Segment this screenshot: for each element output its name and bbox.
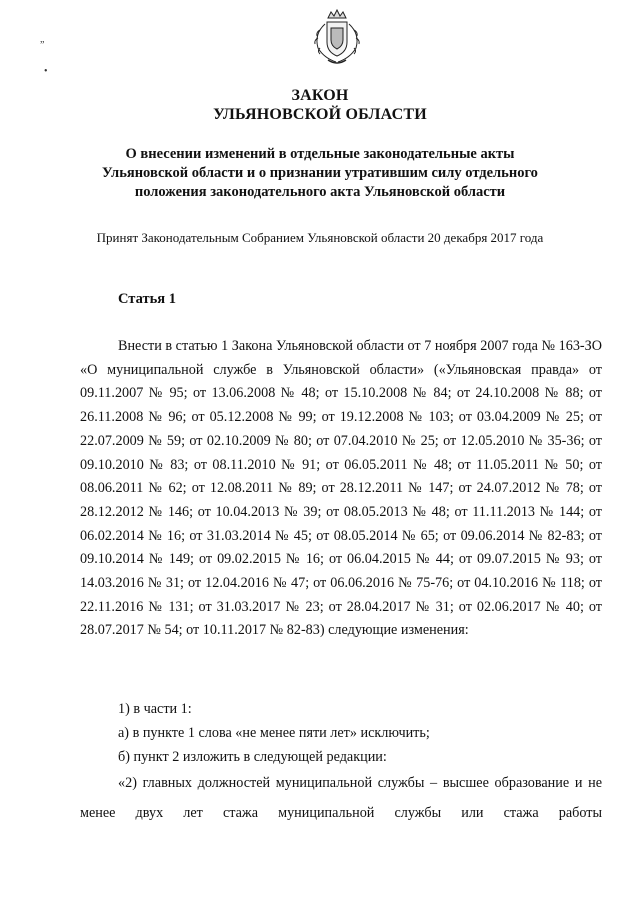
law-title-line-2: Ульяновской области и о признании утратившим силу отдельного bbox=[102, 165, 538, 181]
scan-artifact-mark: „ bbox=[40, 34, 45, 45]
law-title-line-1: О внесении изменений в отдельные законодательные акты bbox=[125, 146, 515, 162]
article-body-paragraph: Внести в статью 1 Закона Ульяновской области от 7 ноября 2007 года № 163-ЗО «О муниципальной службе в Ульяновской области» («Ульяновская правда» от 09.11.2007 № 95; от 13.06.2008 № 48; от 15.10.2008 № 84; от 24.10.2008 № 88; от 26.11.2008 № 96; от 05.12.2008 № 99; от 19.12.2008 № 103; от 03.04.2009 № 25; от 22.07.2009 № 59; от 02.10.2009 № 80; от 07.04.2010 № 25; от 12.05.2010 № 35-36; от 09.10.2010 № 83; от 08.11.2010 № 91; от 06.05.2011 № 48; от 11.05.2011 № 50; от 08.06.2011 № 62; от 12.08.2011 № 89; от 28.12.2011 № 147; от 24.07.2012 № 78; от 28.12.2012 № 146; от 10.04.2013 № 39; от 08.05.2013 № 48; от 11.11.2013 № 144; от 06.02.2014 № 16; от 31.03.2014 № 45; от 08.05.2014 № 65; от 09.06.2014 № 82-83; от 09.10.2014 № 149; от 09.02.2015 № 16; от 06.04.2015 № 44; от 09.07.2015 № 93; от 14.03.2016 № 31; от 12.04.2016 № 47; от 06.06.2016 № 75-76; от 04.10.2016 № 118; от 22.11.2016 № 131; от 31.03.2017 № 23; от 28.04.2017 № 31; от 02.06.2017 № 40; от 28.07.2017 № 54; от 10.11.2017 № 82-83) следующие изменения: bbox=[80, 338, 602, 639]
quoted-amendment-text: «2) главных должностей муниципальной службы – высшее образование и не менее двух лет стажа муниципальной службы или стажа работы bbox=[80, 775, 602, 821]
list-item: а) в пункте 1 слова «не менее пяти лет» исключить; bbox=[118, 725, 430, 741]
list-item: 1) в части 1: bbox=[118, 701, 192, 717]
scan-artifact-dot: • bbox=[44, 66, 48, 77]
coat-of-arms-icon bbox=[306, 8, 368, 70]
article-title: Статья 1 bbox=[118, 291, 176, 307]
list-item: б) пункт 2 изложить в следующей редакции: bbox=[118, 749, 387, 765]
law-region-heading: УЛЬЯНОВСКОЙ ОБЛАСТИ bbox=[213, 106, 427, 123]
law-title-line-3: положения законодательного акта Ульяновской области bbox=[134, 184, 506, 200]
law-heading: ЗАКОН bbox=[291, 87, 349, 104]
adoption-note: Принят Законодательным Собранием Ульяновской области 20 декабря 2017 года bbox=[96, 230, 544, 245]
